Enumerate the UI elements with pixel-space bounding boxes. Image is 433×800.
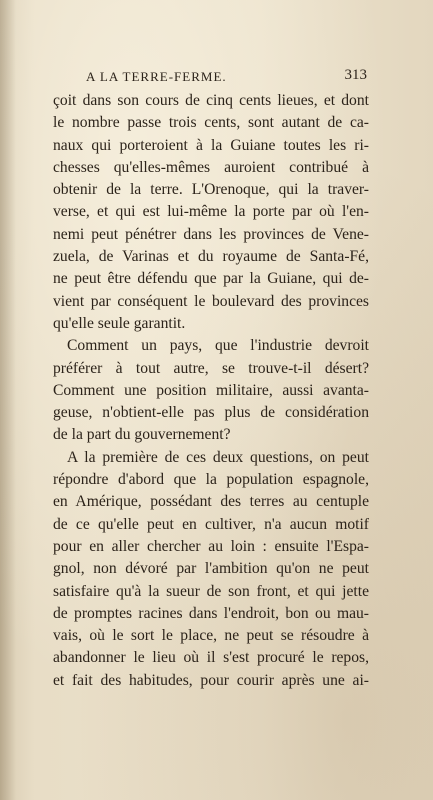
text-line: en Amérique, possédant des terres au centuple [53,493,369,511]
page-header [52,67,367,87]
text-line: verse, et qui est lui-même la porte par où l'en- [53,203,369,221]
text-line: Comment une position militaire, aussi avanta- [53,381,369,399]
text-line: satisfaire qu'à la sueur de son front, et qui jette [53,582,369,600]
text-line: naux qui porteroient à la Guiane toutes les ri- [53,136,369,154]
text-line: gnol, non dévoré par l'ambition qu'on ne peut [53,560,369,578]
text-line: préférer à tout autre, se trouve-t-il désert? [53,359,369,377]
gutter-shadow [0,0,16,800]
text-line: Comment un pays, que l'industrie devroit [67,337,369,355]
text-line: çoit dans son cours de cinq cents lieues, et dont [53,92,369,109]
text-line: geuse, n'obtient-elle pas plus de considération [53,404,369,422]
text-line: de promptes racines dans l'endroit, bon ou mau- [53,604,369,622]
text-line: et fait des habitudes, pour courir après une ai- [53,671,369,689]
text-line: vient par conséquent le boulevard des provinces [53,292,369,310]
body-text [53,90,369,692]
text-line: zuela, de Varinas et du royaume de Santa-Fé, [53,248,369,266]
text-line: répondre d'abord que la population espagnole, [53,471,369,489]
text-line: obtenir de la terre. L'Orenoque, qui la traver- [53,181,369,199]
text-line: le nombre passe trois cents, sont autant de ca- [53,114,369,132]
text-line: A la première de ces deux questions, on peut [67,448,369,466]
page-number: 313 [344,67,367,83]
text-line: abandonner le lieu où il s'est procuré le repos, [53,649,369,667]
text-line: vais, où le sort le place, ne peut se résoudre à [53,627,369,645]
text-line: nemi peut pénétrer dans les provinces de Vene- [53,225,369,243]
text-line: de la part du gouvernement? [53,426,231,444]
text-line: de ce qu'elle peut en cultiver, n'a aucun motif [53,515,369,533]
text-line: qu'elle seule garantit. [53,314,186,332]
text-line: chesses qu'elles-mêmes auroient contribué à [53,158,369,176]
running-head: A LA TERRE-FERME. [86,69,227,84]
text-line: ne peut être défendu que par la Guiane, qui de- [53,270,369,288]
text-line: pour en aller chercher au loin : ensuite l'Espa- [53,537,369,555]
